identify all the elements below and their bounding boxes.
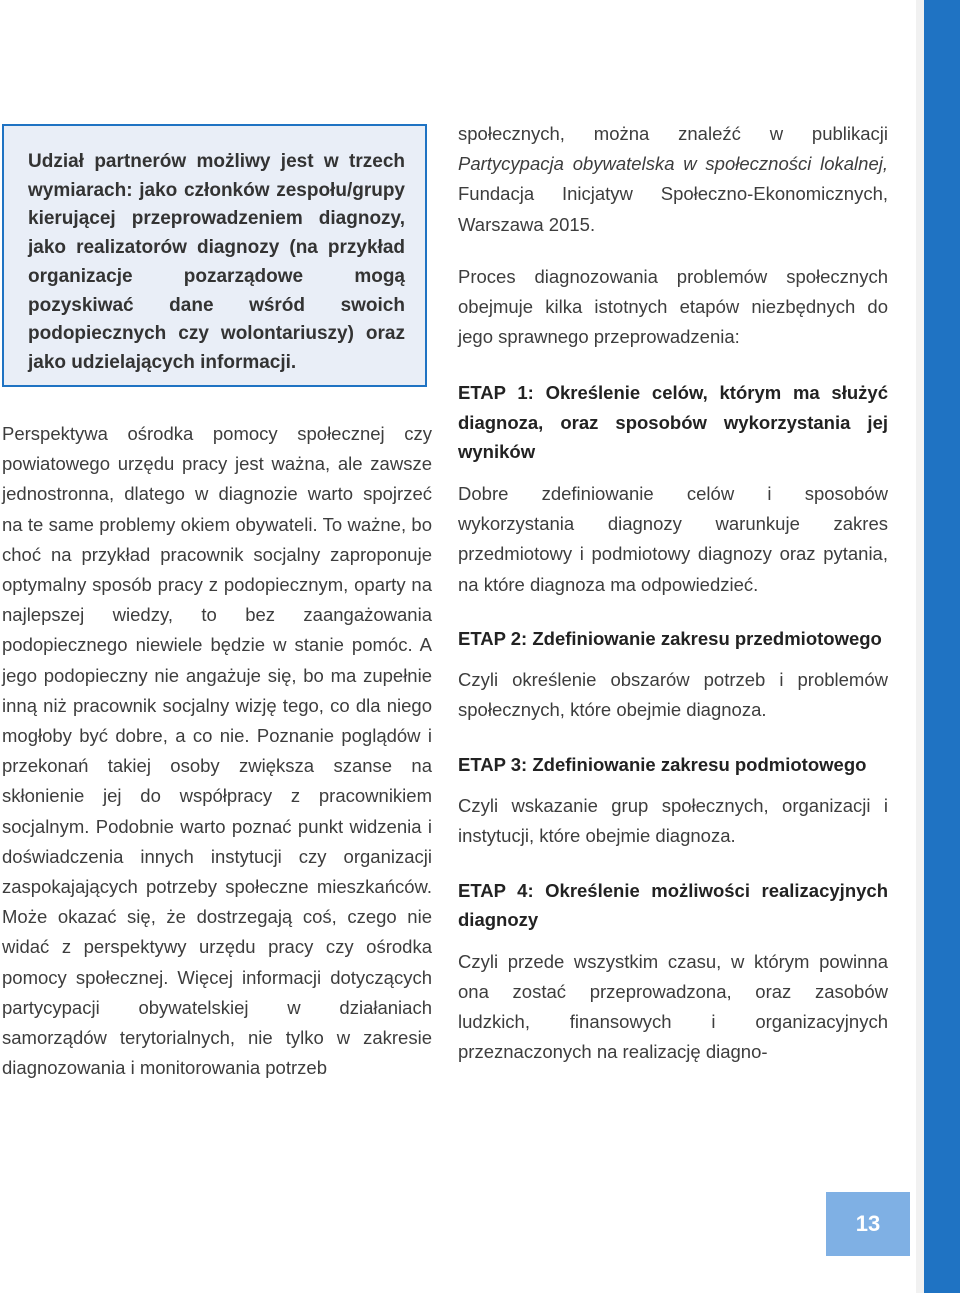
page-number: 13 [826, 1192, 910, 1256]
reference-text-after: Fundacja Inicjatyw Społeczno-Ekonomicznych, Warszawa 2015. [458, 183, 888, 235]
left-column-paragraph: Perspektywa ośrodka pomocy społecznej czy powiatowego urzędu pracy jest ważna, ale zawsze jednostronna, dlatego w diagnozie warto spojrzeć na te same problemy okiem obywateli. To ważne, bo choć na przykład pracownik socjalny zaproponuje optymalny sposób pracy z podopiecznym, oparty na najlepszej wiedzy, to bez zaangażowania podopiecznego niewiele będzie w stanie pomóc. A jego podopieczny nie angażuje się, bo ma zupełnie inną niż pracownik socjalny wizję tego, co dla niego mogłoby być dobre, a co nie. Poznanie poglądów i przekonań takiej osoby zwiększa szanse na skłonienie jej do współpracy z pracownikiem socjalnym. Podobnie warto poznać punkt widzenia i doświadczenia innych instytucji czy organizacji zaspokajających potrzeby społeczne mieszkańców. Może okazać się, że dostrzegają coś, czego nie widać z perspektywy urzędu pracy czy ośrodka pomocy społecznej. Więcej informacji dotyczących partycypacji obywatelskiej w działaniach samorządów terytorialnych, nie tylko w zakresie diagnozowania i monitorowania potrzeb [2, 423, 432, 1079]
stage-1-text: Dobre zdefiniowanie celów i sposobów wykorzystania diagnozy warunkuje zakres przedmiotowy i podmiotowy diagnozy oraz pytania, na które diagnoza ma odpowiedzieć. [458, 482, 888, 595]
stage-2-text: Czyli określenie obszarów potrzeb i problemów społecznych, które obejmie diagnoza. [458, 669, 888, 721]
right-column [458, 119, 888, 1067]
highlight-box-text: Udział partnerów możliwy jest w trzech wymiarach: jako członków zespołu/grupy kierującej przeprowadzeniem diagnozy, jako realizatorów diagnozy (na przykład organizacje pozarządowe mogą pozyskiwać dane wśród swoich podopiecznych czy wolontariuszy) oraz jako udzielających informacji. [28, 151, 405, 373]
highlight-box [2, 124, 427, 387]
stage-2-heading: ETAP 2: Zdefiniowanie zakresu przedmiotowego [458, 627, 882, 649]
side-shade [916, 0, 924, 1293]
side-accent-bar [924, 0, 960, 1293]
stage-4-text: Czyli przede wszystkim czasu, w którym powinna ona zostać przeprowadzona, oraz zasobów ludzkich, finansowych i organizacyjnych przeznaczonych na realizację diagno- [458, 950, 888, 1063]
process-intro: Proces diagnozowania problemów społecznych obejmuje kilka istotnych etapów niezbędnych do jego sprawnego przeprowadzenia: [458, 265, 888, 348]
stage-1-heading: ETAP 1: Określenie celów, którym ma służyć diagnoza, oraz sposobów wykorzystania jej wyników [458, 382, 888, 463]
left-column [2, 419, 432, 1083]
stage-4-heading: ETAP 4: Określenie możliwości realizacyjnych diagnozy [458, 879, 888, 931]
reference-text-before: społecznych, można znaleźć w publikacji [458, 123, 888, 144]
stage-3-text: Czyli wskazanie grup społecznych, organizacji i instytucji, które obejmie diagnoza. [458, 795, 888, 847]
publication-reference [458, 119, 888, 240]
stage-3-heading: ETAP 3: Zdefiniowanie zakresu podmiotowego [458, 753, 867, 775]
publication-title: Partycypacja obywatelska w społeczności lokalnej, [458, 153, 888, 175]
